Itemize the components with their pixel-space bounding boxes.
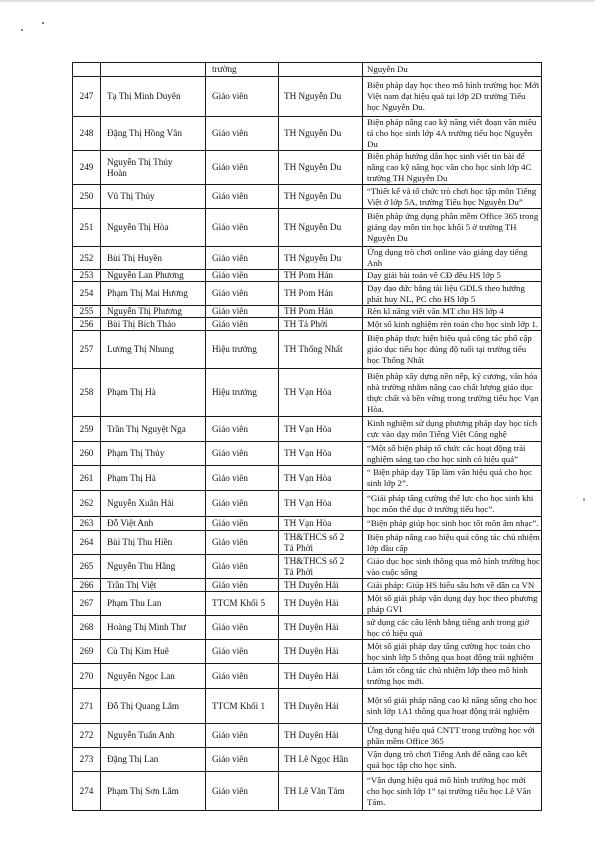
title-cell: Kinh nghiệm sử dụng phương pháp dạy học tích cực vào dạy môn Tiếng Việt Công nghệ bbox=[363, 417, 542, 442]
title-cell: “Giải pháp tăng cường thể lực cho học sinh khi học môn thể dục ở trường tiểu học”. bbox=[363, 491, 542, 517]
name-cell: Bùi Thị Thu Hiền bbox=[101, 531, 206, 555]
table-row bbox=[73, 491, 542, 517]
position-cell: Giáo viên bbox=[206, 517, 279, 531]
name-cell bbox=[101, 63, 206, 77]
title-cell: Vận dụng trò chơi Tiếng Anh để nâng cao kết quả học tập cho học sinh. bbox=[363, 748, 542, 772]
position-cell: Giáo viên bbox=[206, 151, 279, 185]
table-row bbox=[73, 517, 542, 531]
position-cell: Giáo viên bbox=[206, 77, 279, 117]
name-cell: Vũ Thị Thủy bbox=[101, 185, 206, 209]
name-cell: Phạm Thị Sơn Lâm bbox=[101, 772, 206, 811]
table-row bbox=[73, 270, 542, 282]
stt-cell: 269 bbox=[73, 640, 101, 664]
name-cell: Đỗ Thị Quang Lâm bbox=[101, 689, 206, 724]
title-cell: Ứng dụng hiệu quả CNTT trong trường học với phần mềm Office 365 bbox=[363, 724, 542, 748]
school-cell: TH Duyên Hải bbox=[279, 664, 363, 689]
school-cell bbox=[279, 63, 363, 77]
school-cell: TH Thống Nhất bbox=[279, 331, 363, 369]
stt-cell: 249 bbox=[73, 151, 101, 185]
stt-cell: 267 bbox=[73, 592, 101, 616]
stt-cell: 255 bbox=[73, 306, 101, 318]
stt-cell: 272 bbox=[73, 724, 101, 748]
stt-cell: 254 bbox=[73, 282, 101, 306]
name-cell: Tạ Thị Minh Duyên bbox=[101, 77, 206, 117]
table-row bbox=[73, 331, 542, 369]
position-cell: Giáo viên bbox=[206, 417, 279, 442]
stt-cell: 273 bbox=[73, 748, 101, 772]
name-cell: Đỗ Việt Anh bbox=[101, 517, 206, 531]
table-row bbox=[73, 306, 542, 318]
stt-cell: 266 bbox=[73, 579, 101, 592]
table-row bbox=[73, 369, 542, 417]
table-row bbox=[73, 664, 542, 689]
stt-cell: 261 bbox=[73, 466, 101, 491]
school-cell: TH Vạn Hòa bbox=[279, 417, 363, 442]
position-cell: Giáo viên bbox=[206, 282, 279, 306]
school-cell: TH Tả Phời bbox=[279, 318, 363, 331]
school-cell: TH Vạn Hòa bbox=[279, 369, 363, 417]
position-cell: TTCM Khối 5 bbox=[206, 592, 279, 616]
stt-cell: 260 bbox=[73, 442, 101, 466]
school-cell: TH Vạn Hòa bbox=[279, 466, 363, 491]
school-cell: TH Pom Hán bbox=[279, 270, 363, 282]
title-cell: “ Biện pháp dạy Tập làm văn hiệu quả cho học sinh lớp 2”. bbox=[363, 466, 542, 491]
school-cell: TH Nguyễn Du bbox=[279, 117, 363, 151]
stt-cell: 252 bbox=[73, 247, 101, 270]
stt-cell: 268 bbox=[73, 616, 101, 640]
position-cell: Giáo viên bbox=[206, 772, 279, 811]
name-cell: Nguyễn Ngọc Lan bbox=[101, 664, 206, 689]
title-cell: “Biện pháp giúp học sinh học tốt môn âm nhạc”. bbox=[363, 517, 542, 531]
title-cell: Một số giải pháp vận dụng dạy học theo phương pháp GVI bbox=[363, 592, 542, 616]
school-cell: TH&THCS số 2 Tả Phời bbox=[279, 531, 363, 555]
table-row bbox=[73, 689, 542, 724]
school-cell: TH Vạn Hòa bbox=[279, 491, 363, 517]
stt-cell bbox=[73, 63, 101, 77]
initiatives-table bbox=[72, 62, 542, 811]
title-cell: sử dụng các câu lệnh bằng tiếng anh trong giờ học có hiệu quả bbox=[363, 616, 542, 640]
scan-speck bbox=[42, 22, 44, 24]
table-row bbox=[73, 318, 542, 331]
name-cell: Trần Thị Nguyệt Nga bbox=[101, 417, 206, 442]
position-cell: Giáo viên bbox=[206, 185, 279, 209]
title-cell: “Thiết kế và tổ chức trò chơi học tập môn Tiếng Việt ở lớp 5A, trường Tiểu học Nguyễn Du” bbox=[363, 185, 542, 209]
title-cell: Nguyễn Du bbox=[363, 63, 542, 77]
position-cell: Giáo viên bbox=[206, 306, 279, 318]
position-cell: Hiệu trưởng bbox=[206, 369, 279, 417]
school-cell: TH Pom Hán bbox=[279, 306, 363, 318]
school-cell: TH Duyên Hải bbox=[279, 640, 363, 664]
name-cell: Phạm Thu Lan bbox=[101, 592, 206, 616]
position-cell: trường bbox=[206, 63, 279, 77]
name-cell: Nguyễn Lan Phương bbox=[101, 270, 206, 282]
table-row bbox=[73, 209, 542, 247]
position-cell: Giáo viên bbox=[206, 466, 279, 491]
position-cell: Giáo viên bbox=[206, 664, 279, 689]
title-cell: Biện pháp dạy học theo mô hình trường học Mới Việt nam đạt hiệu quả tại lớp 2D trường Tiểu học Nguyễn Du. bbox=[363, 77, 542, 117]
table-row bbox=[73, 579, 542, 592]
title-cell: Biện pháp thực hiện hiệu quả công tác phổ cập giáo dục tiểu học đúng độ tuổi tại trường tiểu học Thống Nhất bbox=[363, 331, 542, 369]
title-cell: Một số kinh nghiệm rèn toán cho học sinh lớp 1. bbox=[363, 318, 542, 331]
name-cell: Nguyễn Thu Hằng bbox=[101, 555, 206, 579]
name-cell: Nguyễn Thị Thúy Hoàn bbox=[101, 151, 206, 185]
name-cell: Đặng Thị Lan bbox=[101, 748, 206, 772]
position-cell: Giáo viên bbox=[206, 247, 279, 270]
title-cell: Ứng dụng trò chơi online vào giảng dạy tiếng Anh bbox=[363, 247, 542, 270]
school-cell: TH Vạn Hòa bbox=[279, 442, 363, 466]
table-row bbox=[73, 555, 542, 579]
stt-cell: 262 bbox=[73, 491, 101, 517]
table-row bbox=[73, 442, 542, 466]
position-cell: Giáo viên bbox=[206, 270, 279, 282]
name-cell: Cù Thị Kim Huê bbox=[101, 640, 206, 664]
stt-cell: 247 bbox=[73, 77, 101, 117]
name-cell: Nguyễn Tuấn Anh bbox=[101, 724, 206, 748]
table-row bbox=[73, 77, 542, 117]
name-cell: Hoàng Thị Minh Thư bbox=[101, 616, 206, 640]
stt-cell: 251 bbox=[73, 209, 101, 247]
title-cell: Giải pháp: Giúp HS hiểu sâu hơn về dân ca VN bbox=[363, 579, 542, 592]
position-cell: Giáo viên bbox=[206, 748, 279, 772]
table-row bbox=[73, 531, 542, 555]
school-cell: TH&THCS số 2 Tả Phời bbox=[279, 555, 363, 579]
position-cell: Giáo viên bbox=[206, 616, 279, 640]
position-cell: Giáo viên bbox=[206, 724, 279, 748]
school-cell: TH Nguyễn Du bbox=[279, 209, 363, 247]
position-cell: Giáo viên bbox=[206, 640, 279, 664]
name-cell: Nguyễn Thị Hòa bbox=[101, 209, 206, 247]
title-cell: Dạy giải bài toán về CĐ đều HS lớp 5 bbox=[363, 270, 542, 282]
table-row bbox=[73, 417, 542, 442]
stt-cell: 271 bbox=[73, 689, 101, 724]
title-cell: Rèn kĩ năng viết văn MT cho HS lớp 4 bbox=[363, 306, 542, 318]
title-cell: Biện pháp hướng dẫn học sinh viết tin bài để nâng cao kỹ năng học văn cho học sinh lớp 4C trường TH Nguyễn Du bbox=[363, 151, 542, 185]
name-cell: Trần Thị Việt bbox=[101, 579, 206, 592]
title-cell: Biện pháp nâng cao kỹ năng viết đoạn văn miêu tả cho học sinh lớp 4A trường tiểu học Nguyễn Du bbox=[363, 117, 542, 151]
scan-speck bbox=[21, 29, 23, 31]
stt-cell: 263 bbox=[73, 517, 101, 531]
name-cell: Lương Thị Nhung bbox=[101, 331, 206, 369]
stt-cell: 253 bbox=[73, 270, 101, 282]
table-row bbox=[73, 724, 542, 748]
school-cell: TH Nguyễn Du bbox=[279, 151, 363, 185]
school-cell: TH Duyên Hải bbox=[279, 592, 363, 616]
title-cell: Giáo dục học sinh thông qua mô hình trường học vào cuộc sống bbox=[363, 555, 542, 579]
stt-cell: 257 bbox=[73, 331, 101, 369]
name-cell: Phạm Thị Mai Hương bbox=[101, 282, 206, 306]
name-cell: Phạm Thị Hà bbox=[101, 369, 206, 417]
name-cell: Nguyễn Xuân Hải bbox=[101, 491, 206, 517]
title-cell: Một số giải pháp nâng cao kĩ năng sống cho học sinh lớp 1A1 thông qua hoạt động trải nghiệm bbox=[363, 689, 542, 724]
stt-cell: 250 bbox=[73, 185, 101, 209]
position-cell: Giáo viên bbox=[206, 579, 279, 592]
school-cell: TH Duyên Hải bbox=[279, 689, 363, 724]
stt-cell: 258 bbox=[73, 369, 101, 417]
name-cell: Bùi Thị Bích Thảo bbox=[101, 318, 206, 331]
name-cell: Bùi Thị Huyền bbox=[101, 247, 206, 270]
school-cell: TH Duyên Hải bbox=[279, 724, 363, 748]
name-cell: Nguyễn Thị Phương bbox=[101, 306, 206, 318]
stt-cell: 265 bbox=[73, 555, 101, 579]
school-cell: TH Duyên Hải bbox=[279, 616, 363, 640]
table-row bbox=[73, 247, 542, 270]
title-cell: Làm tốt công tác chủ nhiệm lớp theo mô hình trường học mới. bbox=[363, 664, 542, 689]
table-row bbox=[73, 185, 542, 209]
title-cell: Biện pháp ứng dụng phần mềm Office 365 trong giảng dạy môn tin học khối 5 ở trường TH Nguyễn Du bbox=[363, 209, 542, 247]
table-row bbox=[73, 748, 542, 772]
table-row bbox=[73, 616, 542, 640]
school-cell: TH Duyên Hải bbox=[279, 579, 363, 592]
school-cell: TH Pom Hán bbox=[279, 282, 363, 306]
school-cell: TH Lê Ngọc Hân bbox=[279, 748, 363, 772]
name-cell: Phạm Thị Hà bbox=[101, 466, 206, 491]
table-row bbox=[73, 592, 542, 616]
title-cell: “Vận dụng hiệu quả mô hình trường học mới cho học sinh lớp 1” tại trường tiểu học Lê Văn Tám. bbox=[363, 772, 542, 811]
name-cell: Phạm Thị Thủy bbox=[101, 442, 206, 466]
table-row bbox=[73, 466, 542, 491]
position-cell: Giáo viên bbox=[206, 491, 279, 517]
position-cell: Giáo viên bbox=[206, 555, 279, 579]
stt-cell: 259 bbox=[73, 417, 101, 442]
scan-speck bbox=[583, 498, 585, 501]
name-cell: Đặng Thị Hồng Vân bbox=[101, 117, 206, 151]
scan-edge bbox=[0, 0, 595, 3]
school-cell: TH Vạn Hòa bbox=[279, 517, 363, 531]
position-cell: Giáo viên bbox=[206, 117, 279, 151]
table-row bbox=[73, 282, 542, 306]
stt-cell: 274 bbox=[73, 772, 101, 811]
title-cell: Dạy đạo đức bằng tài liệu GDLS theo hướng phát huy NL, PC cho HS lớp 5 bbox=[363, 282, 542, 306]
table-row bbox=[73, 151, 542, 185]
title-cell: Một số giải pháp dạy tăng cường học toán cho học sinh lớp 5 thông qua hoạt động trải nghiệm bbox=[363, 640, 542, 664]
school-cell: TH Lê Văn Tám bbox=[279, 772, 363, 811]
title-cell: “Một số biện pháp tổ chức các hoạt động trải nghiệm sáng tạo cho học sinh có hiệu quả” bbox=[363, 442, 542, 466]
stt-cell: 264 bbox=[73, 531, 101, 555]
stt-cell: 270 bbox=[73, 664, 101, 689]
title-cell: Biện pháp xây dựng nền nếp, kỷ cương, văn hóa nhà trường nhằm nâng cao chất lượng giáo dục thực chất và bền vững trong trường tiểu học Vạn Hòa. bbox=[363, 369, 542, 417]
stt-cell: 256 bbox=[73, 318, 101, 331]
position-cell: Hiệu trưởng bbox=[206, 331, 279, 369]
table-body bbox=[73, 63, 542, 811]
table-row bbox=[73, 772, 542, 811]
school-cell: TH Nguyễn Du bbox=[279, 77, 363, 117]
position-cell: Giáo viên bbox=[206, 318, 279, 331]
table-row bbox=[73, 640, 542, 664]
stt-cell: 248 bbox=[73, 117, 101, 151]
table-row bbox=[73, 117, 542, 151]
position-cell: Giáo viên bbox=[206, 442, 279, 466]
school-cell: TH Nguyễn Du bbox=[279, 247, 363, 270]
title-cell: Biện pháp nâng cao hiệu quả công tác chủ nhiệm lớp đầu cấp bbox=[363, 531, 542, 555]
position-cell: TTCM Khối 1 bbox=[206, 689, 279, 724]
position-cell: Giáo viên bbox=[206, 209, 279, 247]
school-cell: TH Nguyễn Du bbox=[279, 185, 363, 209]
position-cell: Giáo viên bbox=[206, 531, 279, 555]
table-row-continuation bbox=[73, 63, 542, 77]
